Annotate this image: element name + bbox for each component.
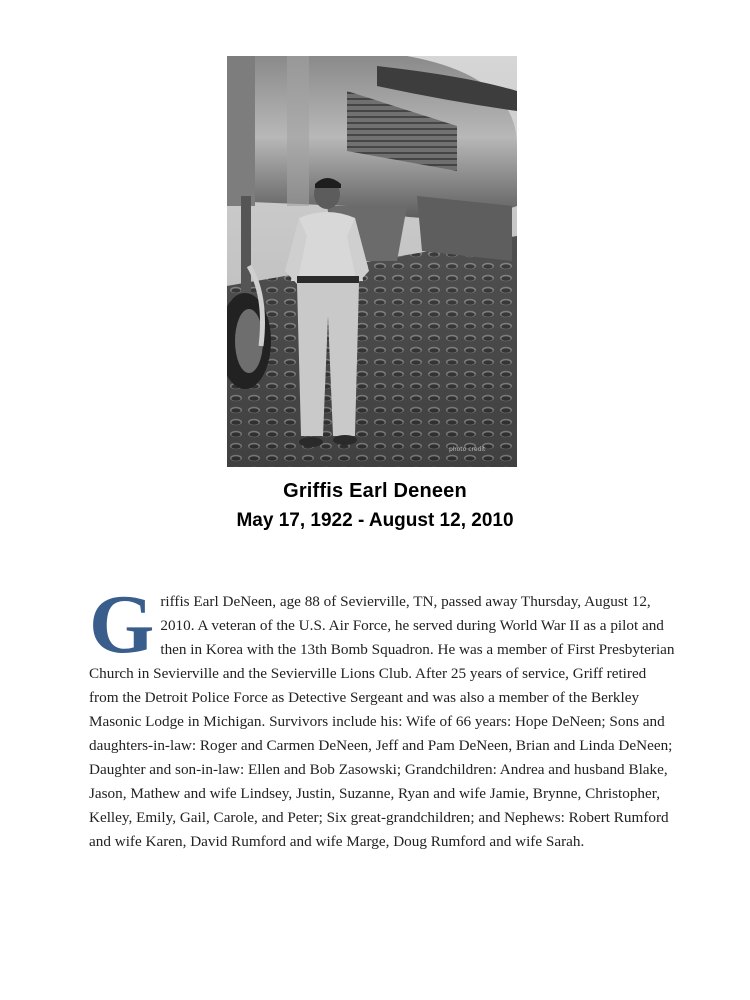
obituary-text bbox=[89, 578, 679, 854]
life-dates: May 17, 1922 - August 12, 2010 bbox=[236, 510, 514, 531]
drop-cap: G bbox=[89, 578, 155, 671]
photo-illustration bbox=[227, 56, 517, 467]
deceased-name: Griffis Earl Deneen bbox=[283, 480, 467, 502]
portrait-photo bbox=[227, 56, 517, 467]
photo-watermark: photo credit bbox=[449, 446, 486, 453]
obituary-body: riffis Earl DeNeen, age 88 of Sevierville, TN, passed away Thursday, August 12, 2010. A veteran of the U.S. Air Force, he served during World War II as a pilot and then in Korea with the 13th Bomb Squadron. He was a member of First Presbyterian Church in Sevierville and the Sevierville Lions Club. After 25 years of service, Griff retired from the Detroit Police Force as Detective Sergeant and was also a member of the Berkley Masonic Lodge in Michigan. Survivors include his: Wife of 66 years: Hope DeNeen; Sons and daughters-in-law: Roger and Carmen DeNeen, Jeff and Pam DeNeen, Brian and Linda DeNeen; Daughter and son-in-law: Ellen and Bob Zasowski; Grandchildren: Andrea and husband Blake, Jason, Mathew and wife Lindsey, Justin, Suzanne, Ryan and wife Jamie, Brynne, Christopher, Kelley, Emily, Gail, Carole, and Peter; Six great-grandchildren; and Nephews: Robert Rumford and wife Karen, David Rumford and wife Marge, Doug Rumford and wife Sarah. bbox=[89, 593, 675, 850]
